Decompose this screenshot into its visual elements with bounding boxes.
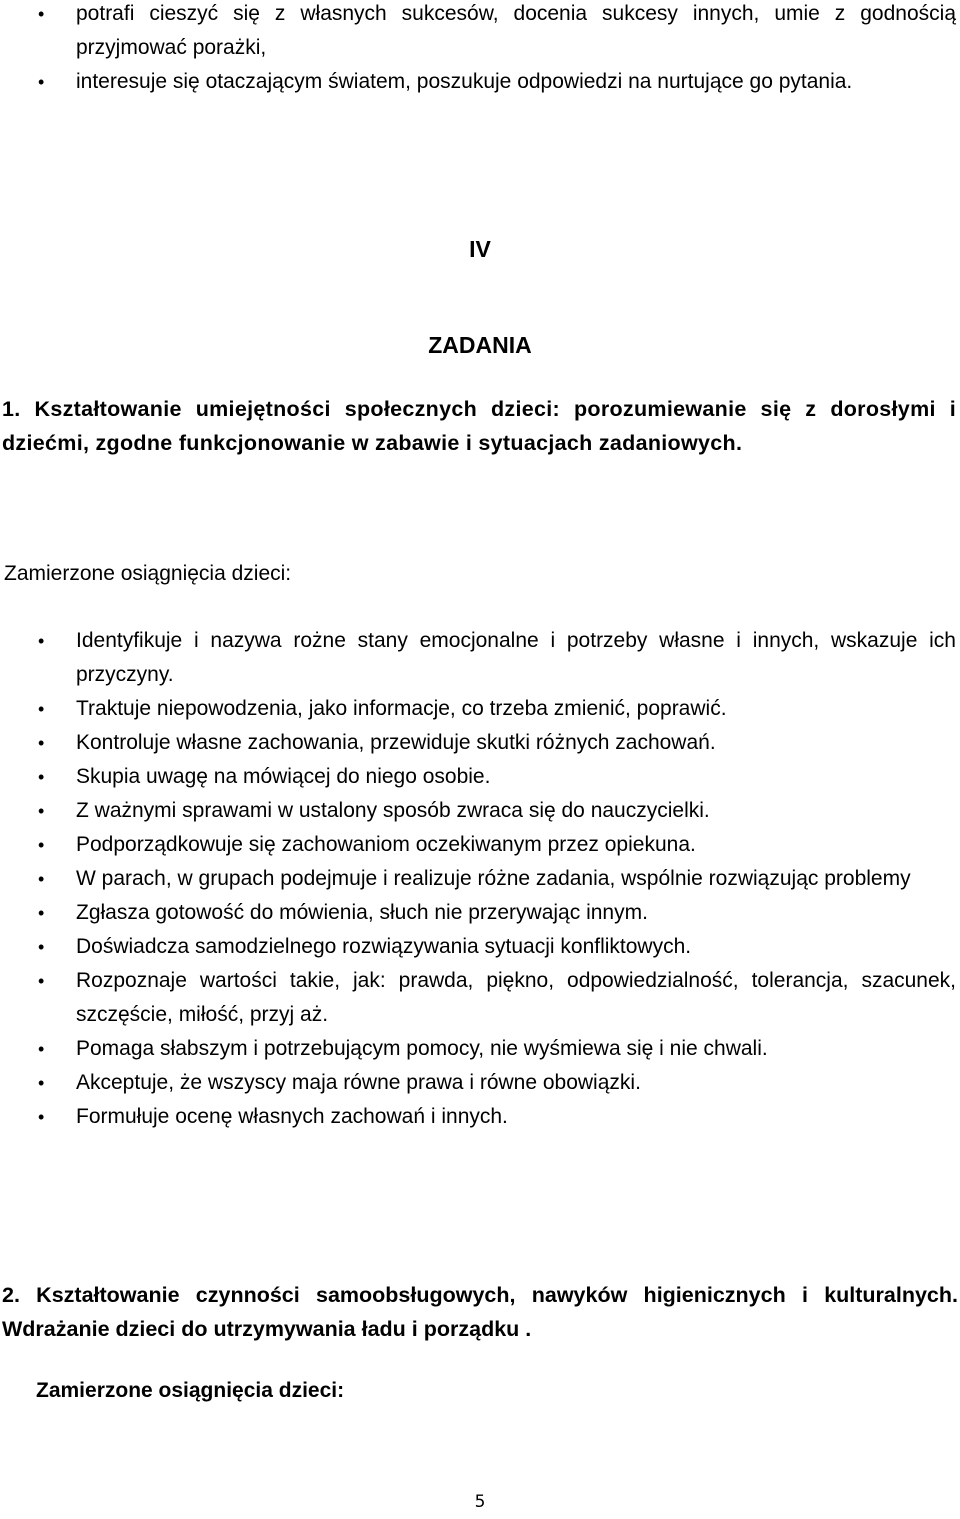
page-number: 5 <box>474 1492 486 1512</box>
bullet-icon: • <box>38 4 45 24</box>
list-item <box>0 624 960 692</box>
list-item <box>0 1066 960 1100</box>
list-item-text: potrafi cieszyć się z własnych sukcesów, docenia sukcesy innych, umie z godnością przyjmować porażki, <box>76 2 956 59</box>
list-item-text: Podporządkowuje się zachowaniom oczekiwanym przez opiekuna. <box>76 833 696 856</box>
list-item-text: Pomaga słabszym i potrzebującym pomocy, nie wyśmiewa się i nie chwali. <box>76 1037 768 1060</box>
list-item-text: interesuje się otaczającym światem, poszukuje odpowiedzi na nurtujące go pytania. <box>76 70 853 93</box>
list-item <box>0 794 960 828</box>
list-item <box>0 726 960 760</box>
list-item <box>0 1032 960 1066</box>
section-1-heading: 1. Kształtowanie umiejętności społecznych dzieci: porozumiewanie się z dorosłymi i dziećmi, zgodne funkcjonowanie w zabawie i sytuacjach zadaniowych. <box>2 397 956 455</box>
bullet-icon: • <box>38 903 45 923</box>
list-item-text: Traktuje niepowodzenia, jako informacje, co trzeba zmienić, poprawić. <box>76 697 727 720</box>
list-item <box>0 828 960 862</box>
bullet-icon: • <box>38 72 45 92</box>
chapter-number: IV <box>469 236 491 262</box>
bullet-icon: • <box>38 1107 45 1127</box>
list-item-text: Kontroluje własne zachowania, przewiduje skutki różnych zachowań. <box>76 731 716 754</box>
bullet-icon: • <box>38 767 45 787</box>
bullet-icon: • <box>38 971 45 991</box>
bullet-icon: • <box>38 937 45 957</box>
bullet-icon: • <box>38 631 45 651</box>
list-item <box>0 930 960 964</box>
list-item <box>0 65 960 99</box>
list-item-text: Doświadcza samodzielnego rozwiązywania sytuacji konfliktowych. <box>76 935 692 958</box>
bullet-icon: • <box>38 869 45 889</box>
list-item-text: Zgłasza gotowość do mówienia, słuch nie przerywając innym. <box>76 901 648 924</box>
bullet-icon: • <box>38 835 45 855</box>
list-item-text: Formułuje ocenę własnych zachowań i innych. <box>76 1105 508 1128</box>
list-item <box>0 760 960 794</box>
list-item-text: Skupia uwagę na mówiącej do niego osobie. <box>76 765 491 788</box>
top-bullet-list <box>0 0 960 99</box>
list-item-text: Z ważnymi sprawami w ustalony sposób zwraca się do nauczycielki. <box>76 799 710 822</box>
list-item-text: Rozpoznaje wartości takie, jak: prawda, piękno, odpowiedzialność, tolerancja, szacunek, szczęście, miłość, przyj aż. <box>76 969 956 1026</box>
bullet-icon: • <box>38 1039 45 1059</box>
section-2-heading: 2. Kształtowanie czynności samoobsługowych, nawyków higienicznych i kulturalnych. Wdrażanie dzieci do utrzymywania ładu i porządku . <box>2 1283 958 1341</box>
bullet-icon: • <box>38 733 45 753</box>
list-item <box>0 0 960 65</box>
section-1-goals-list <box>0 624 960 1134</box>
list-item-text: W parach, w grupach podejmuje i realizuje różne zadania, wspólnie rozwiązując problemy <box>76 867 911 890</box>
bullet-icon: • <box>38 1073 45 1093</box>
chapter-title: ZADANIA <box>428 332 532 358</box>
section-2-goals-label: Zamierzone osiągnięcia dzieci: <box>36 1379 345 1402</box>
bullet-icon: • <box>38 699 45 719</box>
list-item-text: Identyfikuje i nazywa rożne stany emocjonalne i potrzeby własne i innych, wskazuje ich przyczyny. <box>76 629 956 686</box>
list-item <box>0 964 960 1032</box>
list-item <box>0 1100 960 1134</box>
bullet-icon: • <box>38 801 45 821</box>
list-item <box>0 862 960 896</box>
section-1-goals-label: Zamierzone osiągnięcia dzieci: <box>4 562 292 585</box>
list-item-text: Akceptuje, że wszyscy maja równe prawa i równe obowiązki. <box>76 1071 641 1094</box>
list-item <box>0 896 960 930</box>
list-item <box>0 692 960 726</box>
